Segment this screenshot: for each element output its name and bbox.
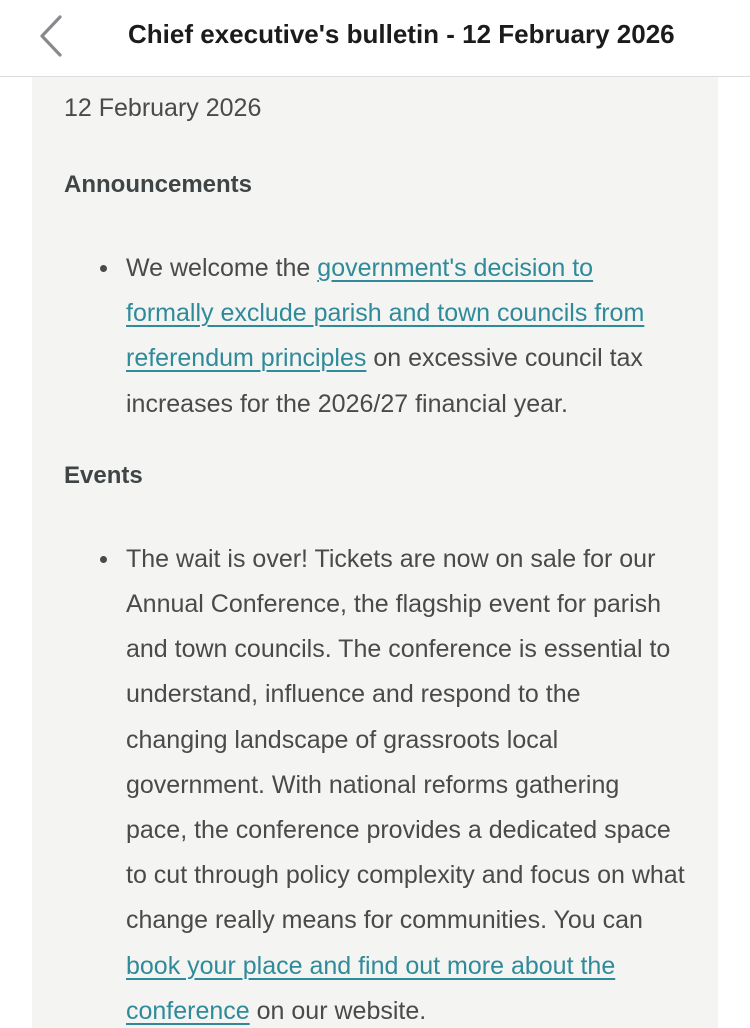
events-list — [64, 537, 686, 1028]
conference-booking-link[interactable]: book your place and find out more about the conference — [126, 951, 616, 1025]
event-text-before: The wait is over! Tickets are now on sale for our Annual Conference, the flagship event for parish and town councils. The conference is essential to understand, influence and respond to the changing landscape of grassroots local government. With national reforms gathering pace, the conference provides a dedicated space to cut through policy complexity and focus on what change really means for communities. You can — [126, 544, 685, 935]
bulletin-content — [32, 77, 718, 1028]
list-item — [64, 537, 686, 1028]
referendum-principles-link[interactable]: government's decision to formally exclude parish and town councils from referendum principles — [126, 254, 645, 373]
page-title: Chief executive's bulletin - 12 February 2026 — [128, 19, 675, 49]
announcements-list — [64, 246, 686, 427]
list-item — [64, 246, 686, 427]
event-text-after: on our website. — [249, 996, 427, 1025]
bulletin-date: 12 February 2026 — [64, 94, 262, 122]
announcement-text-after: on excessive council tax increases for the 2026/27 financial year. — [126, 344, 643, 418]
navigation-bar — [0, 0, 750, 77]
events-heading: Events — [64, 461, 143, 489]
back-button[interactable] — [26, 8, 76, 64]
announcements-heading: Announcements — [64, 171, 253, 198]
chevron-left-icon — [39, 15, 63, 57]
announcement-text-before: We welcome the — [126, 254, 318, 282]
